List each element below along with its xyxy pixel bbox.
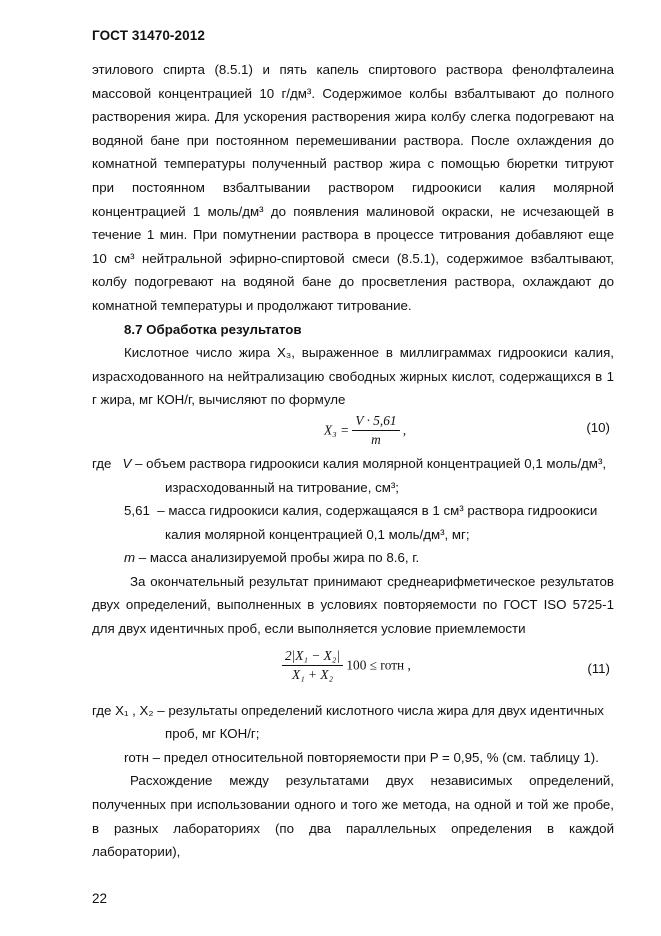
paragraph-discrepancy: Расхождение между результатами двух независимых определений, полученных при использовании одного и того же метода, на одной и той же пробе, в разных лабораториях (по два параллельных определения в каждой лаборатории), — [92, 773, 614, 860]
formula-11-tail: 100 ≤ rотн , — [346, 657, 411, 673]
def-m — [92, 546, 614, 570]
formula-11-denominator: X₁ + X₂ — [291, 666, 334, 682]
formula-10-tail: , — [402, 422, 407, 438]
formula-10-fraction — [352, 412, 399, 449]
def-v-text-2: израсходованный на титрование, см³; — [165, 479, 400, 495]
defs-formula-11 — [92, 699, 614, 770]
def-v-symbol: V — [122, 455, 132, 471]
formula-10-lhs: X₃ = — [324, 422, 350, 438]
paragraph-titration: этилового спирта (8.5.1) и пять капель спиртового раствора фенолфталеина массовой концентрацией 10 г/дм³. Содержимое колбы взбалтывают до полного растворения жира. Для ускорения растворения жира колбу слегка подогревают на водяной бане при постоянном перемешивании раствора. После охлаждения до комнатной температуры полученный раствор жира с помощью бюретки титруют при постоянном взбалтывании раствором гидроокиси калия молярной концентрацией 1 моль/дм³ до появления малиновой окраски, не исчезающей в течение 1 мин. При помутнении раствора в процессе титрования добавляют еще 10 см³ нейтральной эфирно-спиртовой смеси (8.5.1), содержимое взбалтывают, колбу подогревают на водяной бане до просветления раствора, охлаждают до комнатной температуры и продолжают титрование. — [92, 62, 614, 313]
def-561-text-2: калия молярной концентрацией 0,1 моль/дм³, мг; — [165, 526, 470, 542]
def-v — [92, 452, 614, 476]
def-m-text: – масса анализируемой пробы жира по 8.6, г. — [138, 550, 420, 566]
formula-10-numerator: V · 5,61 — [352, 412, 399, 431]
formula-11-number: (11) — [587, 660, 610, 676]
page-number: 22 — [92, 891, 108, 906]
def-x-text-2: проб, мг КОН/г; — [165, 726, 260, 742]
formula-10-denominator: m — [371, 431, 381, 447]
section-heading: 8.7 Обработка результатов — [124, 321, 302, 337]
paragraph-final-result: За окончательный результат принимают среднеарифметическое результатов двух определений, выполненных в условиях повторяемости по ГОСТ ISO 5725-1 для двух идентичных проб, если выполняется условие приемлемости — [92, 573, 614, 637]
where-label: где — [92, 455, 112, 471]
def-x-text-1: где X₁ , X₂ – результаты определений кислотного числа жира для двух идентичных — [92, 702, 604, 718]
def-r-text: rотн – предел относительной повторяемости при P = 0,95, % (см. таблицу 1). — [124, 749, 599, 765]
formula-11-fraction — [282, 647, 343, 684]
def-v-text-1: – объем раствора гидроокиси калия молярной концентрацией 0,1 моль/дм³, — [135, 455, 607, 471]
def-561-symbol: 5,61 — [124, 503, 150, 519]
formula-11-numerator: 2|X₁ − X₂| — [282, 647, 343, 666]
defs-formula-10 — [92, 452, 614, 570]
def-m-symbol: m — [124, 550, 136, 566]
formula-10-number: (10) — [586, 419, 610, 435]
standard-id: ГОСТ 31470-2012 — [92, 28, 205, 43]
page-body — [92, 58, 614, 864]
def-561-text-1: – масса гидроокиси калия, содержащаяся в 1 см³ раствора гидроокиси — [157, 503, 598, 519]
formula-11 — [92, 641, 614, 699]
def-561 — [92, 499, 614, 523]
paragraph-acid-number: Кислотное число жира X₃, выраженное в миллиграммах гидроокиси калия, израсходованного на нейтрализацию свободных жирных кислот, содержащихся в 1 г жира, мг КОН/г, вычисляют по формуле — [92, 345, 614, 408]
formula-10 — [92, 412, 614, 452]
